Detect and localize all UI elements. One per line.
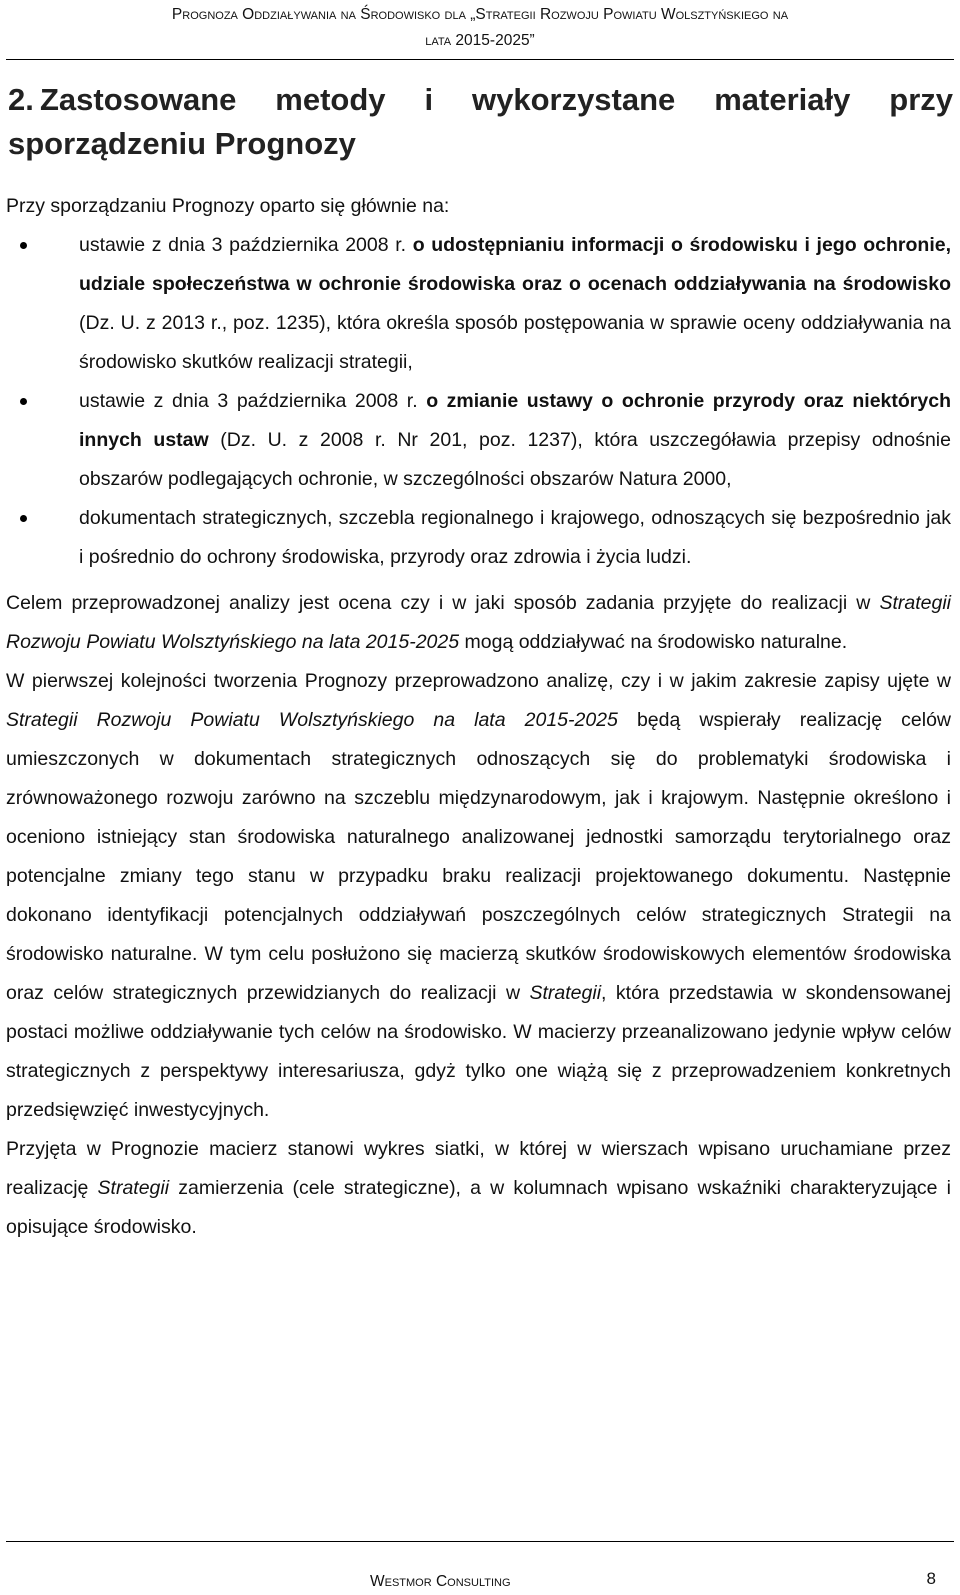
list-item bbox=[6, 226, 951, 382]
paragraph-text: Przyjęta w Prognozie macierz stanowi wykres siatki, w której w wierszach wpisano uruchamiane przez realizację bbox=[6, 1138, 951, 1199]
running-header-line2: lata 2015-2025” bbox=[425, 32, 535, 49]
paragraph-matrix bbox=[6, 1130, 951, 1247]
strategy-short-title: Strategii bbox=[97, 1177, 170, 1199]
paragraph-text: będą wspierały realizację celów umieszczonych w dokumentach strategicznych odnoszących się do problematyki środowiska i zrównoważonego rozwoju zarówno na szczeblu międzynarodowym, jak i krajowym. Następnie określono i oceniono istniejący stan środowiska naturalnego analizowanej jednostki samorządu terytorialnego oraz potencjalne zmiany tego stanu w przypadku braku realizacji projektowanego dokumentu. Następnie dokonano identyfikacji potencjalnych oddziaływań poszczególnych celów strategicznych Strategii na środowisko naturalne. W tym celu posłużono się macierzą skutków środowiskowych elementów środowiska oraz celów strategicznych przewidzianych do realizacji w bbox=[6, 709, 952, 1004]
source-rest: (Dz. U. z 2008 r. Nr 201, poz. 1237), która uszczegóławia przepisy odnośnie obszarów podlegających ochronie, w szczególności obszarów Natura 2000, bbox=[79, 429, 951, 490]
paragraph-goal bbox=[6, 584, 951, 662]
strategy-short-title: Strategii bbox=[529, 982, 602, 1004]
paragraph-text: , która przedstawia w skondensowanej postaci możliwe oddziaływanie tych celów na środowisko. W macierzy przeanalizowano jedynie wpływ celów strategicznych z perspektywy interesariusza, gdyż tylko one wiążą się z przeprowadzeniem konkretnych przedsięwzięć inwestycyjnych. bbox=[6, 982, 952, 1121]
document-body bbox=[6, 187, 951, 1247]
intro-text: Przy sporządzaniu Prognozy oparto się głównie na: bbox=[6, 195, 450, 217]
strategy-title: Strategii Rozwoju Powiatu Wolsztyńskiego na lata 2015-2025 bbox=[6, 709, 618, 731]
source-act-title: o zmianie ustawy o ochronie przyrody oraz niektórych innych ustaw bbox=[79, 390, 951, 451]
bullet-icon bbox=[20, 398, 27, 405]
strategy-title: Strategii Rozwoju Powiatu Wolsztyńskiego na lata 2015-2025 bbox=[6, 592, 951, 653]
paragraph-method bbox=[6, 662, 951, 1130]
footer-company: Westmor Consulting bbox=[370, 1573, 511, 1590]
source-rest: (Dz. U. z 2013 r., poz. 1235), która określa sposób postępowania w sprawie oceny oddziaływania na środowisko skutków realizacji strategii, bbox=[79, 312, 951, 373]
paragraph-text: W pierwszej kolejności tworzenia Prognozy przeprowadzono analizę, czy i w jakim zakresie zapisy ujęte w bbox=[6, 670, 951, 692]
source-prefix: dokumentach strategicznych, szczebla regionalnego i krajowego, odnoszących się bezpośrednio jak i pośrednio do ochrony środowiska, przyrody oraz zdrowia i życia ludzi. bbox=[79, 507, 951, 568]
sources-list bbox=[6, 226, 951, 577]
paragraph-text: Celem przeprowadzonej analizy jest ocena czy i w jaki sposób zadania przyjęte do realizacji w bbox=[6, 592, 871, 614]
section-title: Zastosowane metody i wykorzystane materiały przy sporządzeniu Prognozy bbox=[8, 82, 953, 161]
running-header-line1: Prognoza Oddziaływania na Środowisko dla „Strategii Rozwoju Powiatu Wolsztyńskiego na bbox=[171, 6, 789, 23]
list-item bbox=[6, 499, 951, 577]
header-divider bbox=[6, 59, 954, 60]
section-number: 2. bbox=[8, 82, 34, 117]
paragraph-text: zamierzenia (cele strategiczne), a w kolumnach wpisano wskaźniki charakteryzujące i opisujące środowisko. bbox=[6, 1177, 951, 1238]
page-number: 8 bbox=[926, 1569, 936, 1588]
running-header bbox=[0, 2, 960, 54]
source-prefix: ustawie z dnia 3 października 2008 r. bbox=[79, 234, 407, 256]
bullet-icon bbox=[20, 515, 27, 522]
footer-divider bbox=[6, 1541, 954, 1542]
section-heading bbox=[8, 78, 953, 166]
paragraph-text: mogą oddziaływać na środowisko naturalne. bbox=[464, 631, 848, 653]
source-act-title: o udostępnianiu informacji o środowisku i jego ochronie, udziale społeczeństwa w ochronie środowiska oraz o ocenach oddziaływania na środowisko bbox=[79, 234, 952, 295]
list-item bbox=[6, 382, 951, 499]
source-prefix: ustawie z dnia 3 października 2008 r. bbox=[79, 390, 418, 412]
bullet-icon bbox=[20, 242, 27, 249]
